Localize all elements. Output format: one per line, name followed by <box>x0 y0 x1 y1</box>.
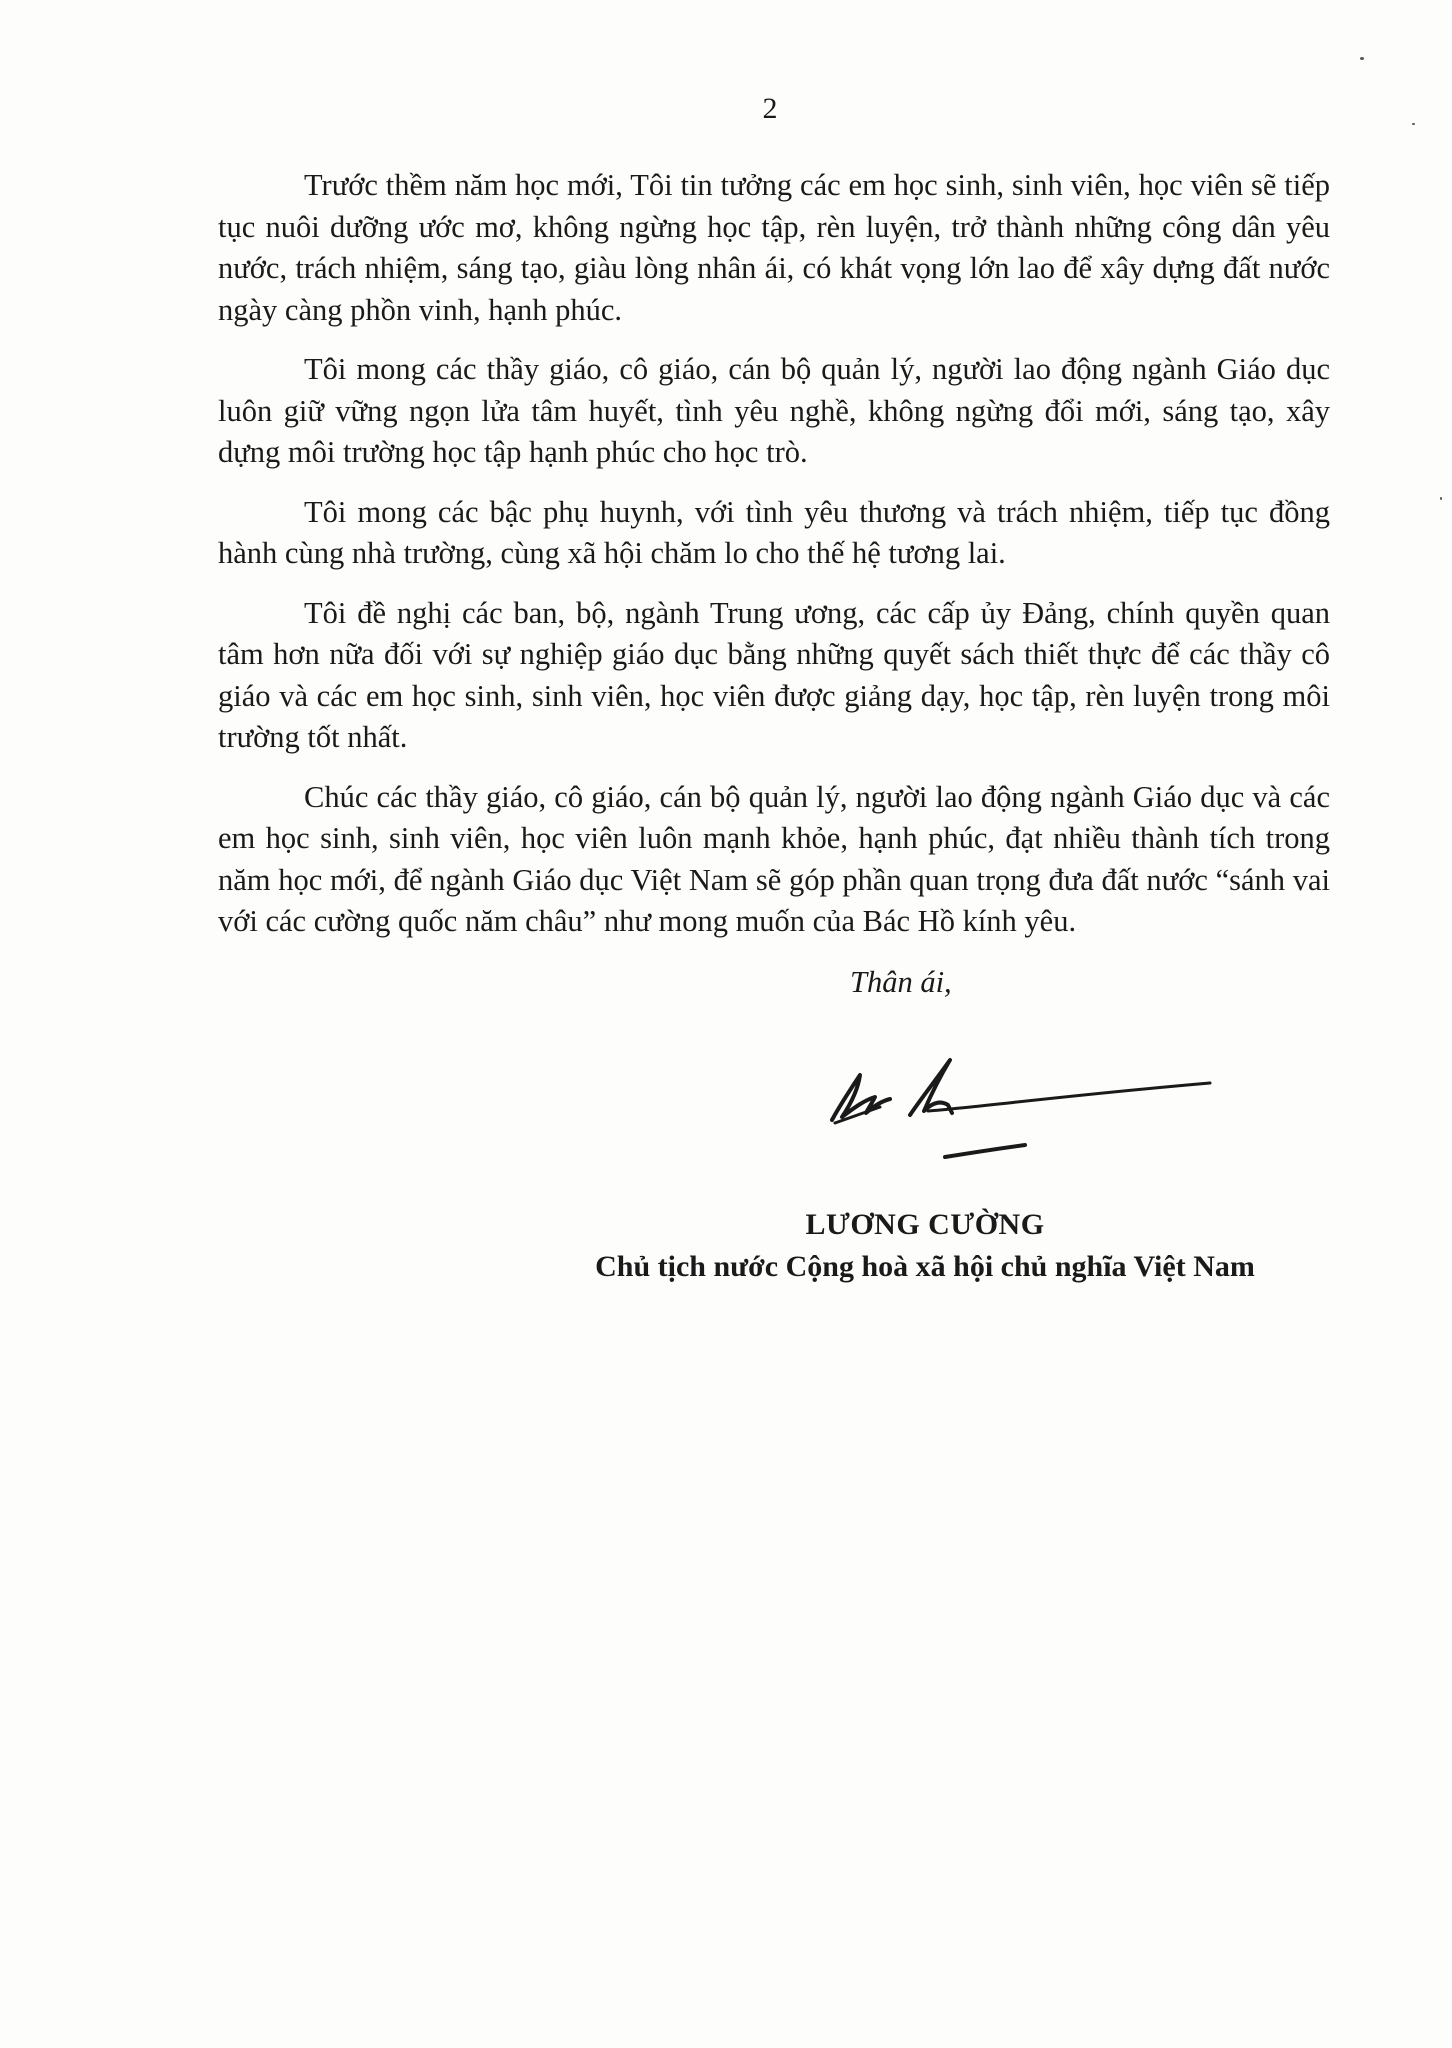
closing-salutation: Thân ái, <box>850 965 952 999</box>
paragraph-4: Tôi đề nghị các ban, bộ, ngành Trung ương, các cấp ủy Đảng, chính quyền quan tâm hơn nữa đối với sự nghiệp giáo dục bằng những quyết sách thiết thực để các thầy cô giáo và các em học sinh, sinh viên, học viên được giảng dạy, học tập, rèn luyện trong môi trường tốt nhất. <box>218 595 1330 754</box>
paragraph-5: Chúc các thầy giáo, cô giáo, cán bộ quản lý, người lao động ngành Giáo dục và các em học sinh, sinh viên, học viên luôn mạnh khỏe, hạnh phúc, đạt nhiều thành tích trong năm học mới, để ngành Giáo dục Việt Nam sẽ góp phần quan trọng đưa đất nước “sánh vai với các cường quốc năm châu” như mong muốn của Bác Hồ kính yêu. <box>218 779 1330 938</box>
paragraph-2: Tôi mong các thầy giáo, cô giáo, cán bộ quản lý, người lao động ngành Giáo dục luôn giữ vững ngọn lửa tâm huyết, tình yêu nghề, không ngừng đổi mới, sáng tạo, xây dựng môi trường học tập hạnh phúc cho học trò. <box>218 352 1330 469</box>
signer-name: LƯƠNG CƯỜNG <box>805 1208 1045 1241</box>
paragraph-1: Trước thềm năm học mới, Tôi tin tưởng các em học sinh, sinh viên, học viên sẽ tiếp tục nuôi dưỡng ước mơ, không ngừng học tập, rèn luyện, trở thành những công dân yêu nước, trách nhiệm, sáng tạo, giàu lòng nhân ái, có khát vọng lớn lao để xây dựng đất nước ngày càng phồn vinh, hạnh phúc. <box>218 168 1330 327</box>
scan-speck <box>1360 57 1364 60</box>
letter-body <box>218 165 1330 943</box>
scan-speck <box>1440 497 1442 500</box>
handwritten-signature <box>820 1045 1220 1175</box>
scan-speck <box>1412 123 1415 125</box>
signer-title: Chủ tịch nước Cộng hoà xã hội chủ nghĩa Việt Nam <box>595 1250 1255 1283</box>
page-number: 2 <box>762 92 778 125</box>
paragraph-3: Tôi mong các bậc phụ huynh, với tình yêu thương và trách nhiệm, tiếp tục đồng hành cùng nhà trường, cùng xã hội chăm lo cho thế hệ tương lai. <box>218 494 1330 570</box>
